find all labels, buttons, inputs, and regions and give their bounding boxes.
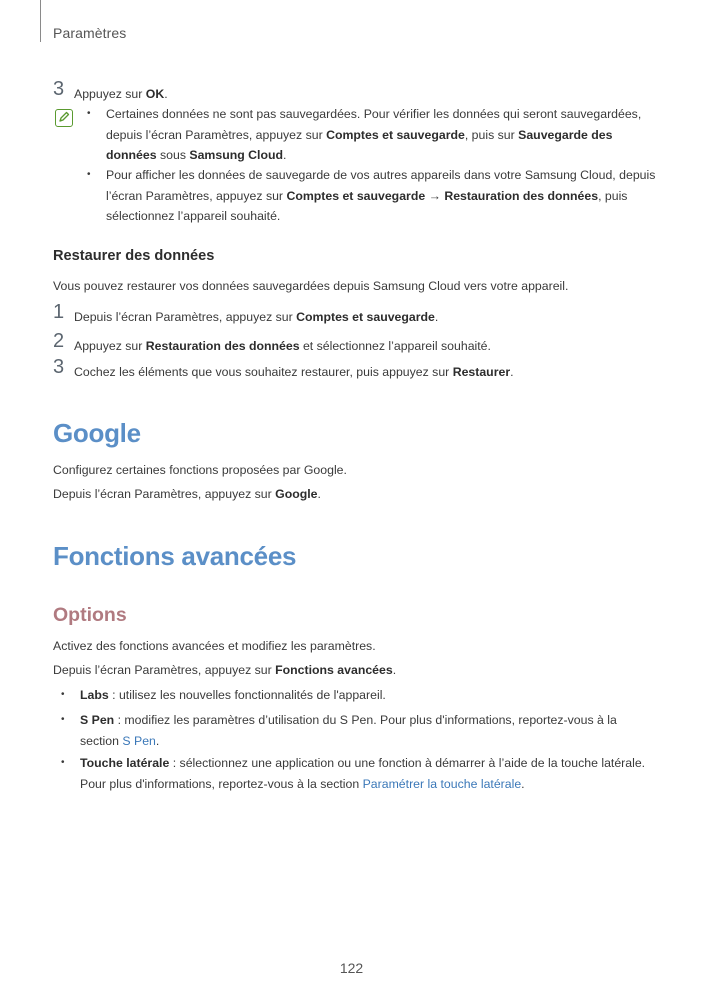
subsection-heading-options: Options (53, 604, 127, 626)
google-line-1: Configurez certaines fonctions proposées par Google. (53, 463, 347, 477)
note-line: Pour afficher les données de sauvegarde de vos autres appareils dans votre Samsung Cloud, depuis (106, 168, 656, 182)
step-number: 3 (53, 78, 65, 100)
step-text: Appuyez sur Restauration des données et sélectionnez l’appareil souhaité. (74, 339, 491, 353)
section-heading-restore: Restaurer des données (53, 248, 215, 264)
touche-laterale-link[interactable]: Paramétrer la touche latérale (362, 776, 522, 791)
step-number: 1 (53, 301, 65, 323)
header-rule (40, 0, 41, 42)
advanced-line-1: Activez des fonctions avancées et modifiez les paramètres. (53, 639, 376, 653)
s-pen-link[interactable]: S Pen (122, 733, 156, 748)
note-line: depuis l’écran Paramètres, appuyez sur Comptes et sauvegarde, puis sur Sauvegarde des (106, 127, 613, 142)
note-line: sélectionnez l’appareil souhaité. (106, 209, 281, 223)
advanced-line-2: Depuis l’écran Paramètres, appuyez sur Fonctions avancées. (53, 663, 397, 677)
header-title: Paramètres (53, 25, 127, 41)
note-pencil-icon (55, 109, 73, 127)
step-text: Cochez les éléments que vous souhaitez restaurer, puis appuyez sur Restaurer. (74, 365, 514, 379)
step-text: Appuyez sur OK. (74, 87, 168, 101)
step-number: 2 (53, 330, 65, 352)
step-text: Depuis l’écran Paramètres, appuyez sur Comptes et sauvegarde. (74, 310, 439, 324)
note-line: Certaines données ne sont pas sauvegardées. Pour vérifier les données qui seront sauvegardées, (106, 107, 642, 121)
step-number: 3 (53, 356, 65, 378)
note-line: l’écran Paramètres, appuyez sur Comptes et sauvegarde → Restauration des données, puis (106, 188, 628, 203)
section-heading-google: Google (53, 418, 141, 448)
section-heading-advanced: Fonctions avancées (53, 541, 297, 571)
note-line: données sous Samsung Cloud. (106, 148, 287, 162)
google-line-2: Depuis l’écran Paramètres, appuyez sur Google. (53, 487, 321, 501)
page-number: 122 (339, 960, 364, 976)
restore-intro: Vous pouvez restaurer vos données sauvegardées depuis Samsung Cloud vers votre appareil. (53, 279, 569, 293)
